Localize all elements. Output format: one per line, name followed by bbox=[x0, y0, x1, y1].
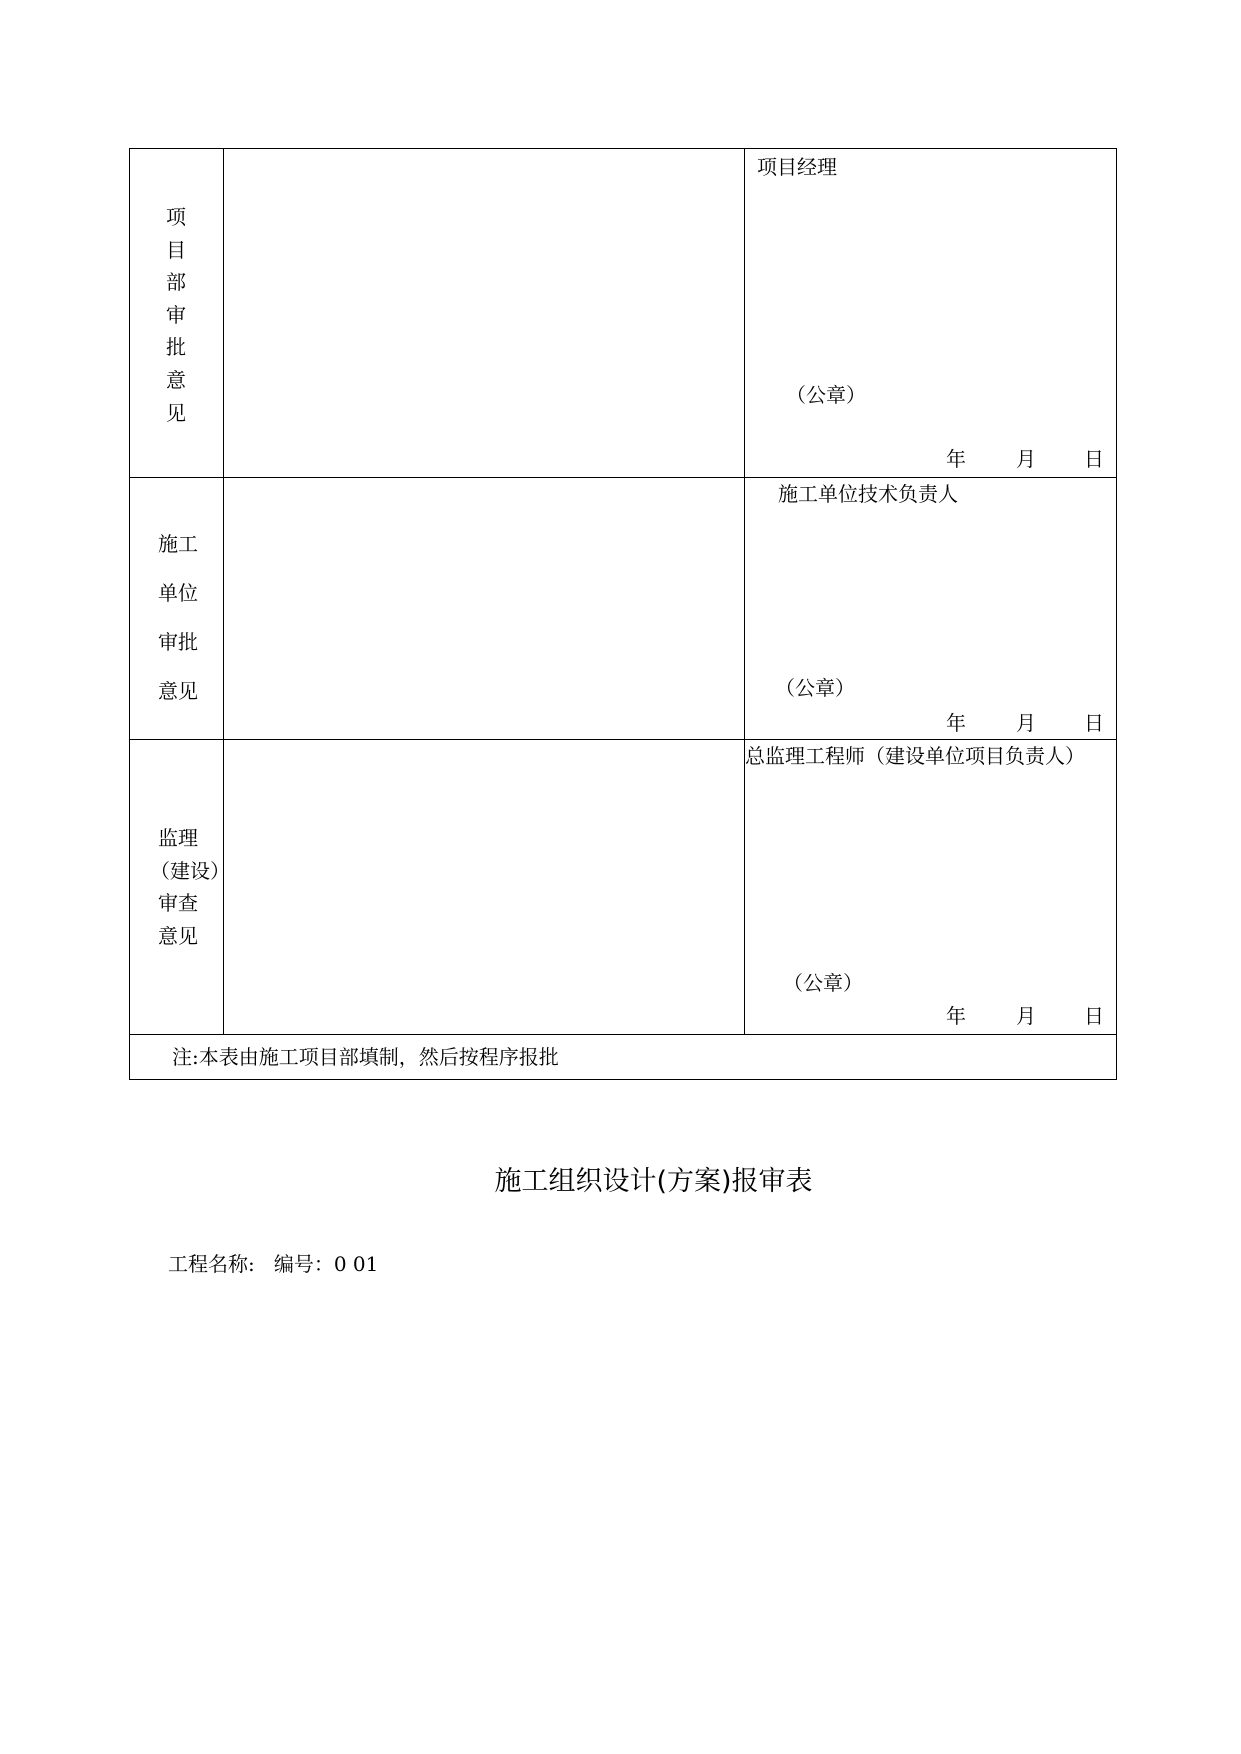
opinion-field[interactable] bbox=[224, 149, 745, 477]
table-row-project-dept bbox=[130, 149, 1116, 478]
row-label: 施工 单位 审批 意见 bbox=[158, 532, 198, 703]
opinion-field[interactable] bbox=[224, 478, 745, 739]
row-label-cell bbox=[130, 478, 224, 739]
approval-table bbox=[129, 148, 1117, 1080]
date-line bbox=[946, 711, 1104, 735]
seal-label: （公章） bbox=[786, 383, 866, 407]
project-name-label: 工程名称: bbox=[168, 1252, 255, 1276]
row-label-cell bbox=[130, 740, 230, 1034]
date-year-label: 年 bbox=[946, 711, 966, 735]
row-label: 项 目 部 审 批 意 见 bbox=[166, 205, 186, 425]
table-row-supervision bbox=[130, 740, 1116, 1035]
seal-label: （公章） bbox=[775, 676, 855, 700]
number-value: 0 01 bbox=[333, 1252, 379, 1276]
table-note: 注:本表由施工项目部填制，然后按程序报批 bbox=[172, 1045, 559, 1069]
signer-label: 施工单位技术负责人 bbox=[778, 482, 958, 506]
signer-label: 项目经理 bbox=[757, 155, 837, 179]
date-line bbox=[946, 1004, 1104, 1028]
date-month-label: 月 bbox=[1016, 447, 1036, 471]
signature-cell bbox=[745, 740, 1116, 1034]
date-line bbox=[946, 447, 1104, 471]
form-meta-line bbox=[168, 1252, 378, 1276]
seal-label: （公章） bbox=[783, 971, 863, 995]
date-month-label: 月 bbox=[1016, 1004, 1036, 1028]
date-day-label: 日 bbox=[1084, 1004, 1104, 1028]
date-day-label: 日 bbox=[1084, 711, 1104, 735]
date-month-label: 月 bbox=[1016, 711, 1036, 735]
row-label-cell bbox=[130, 149, 224, 477]
date-year-label: 年 bbox=[946, 1004, 966, 1028]
number-label: 编号： bbox=[273, 1252, 334, 1276]
signer-label: 总监理工程师（建设单位项目负责人） bbox=[745, 744, 1085, 768]
opinion-field[interactable] bbox=[224, 740, 745, 1034]
document-title: 施工组织设计(方案)报审表 bbox=[494, 1166, 813, 1197]
signature-cell bbox=[745, 149, 1116, 477]
date-day-label: 日 bbox=[1084, 447, 1104, 471]
row-label: 监理 （建设） 审查 意见 bbox=[150, 826, 230, 948]
table-row-construction-unit bbox=[130, 478, 1116, 740]
signature-cell bbox=[745, 478, 1116, 739]
date-year-label: 年 bbox=[946, 447, 966, 471]
table-note-row bbox=[130, 1035, 1116, 1081]
